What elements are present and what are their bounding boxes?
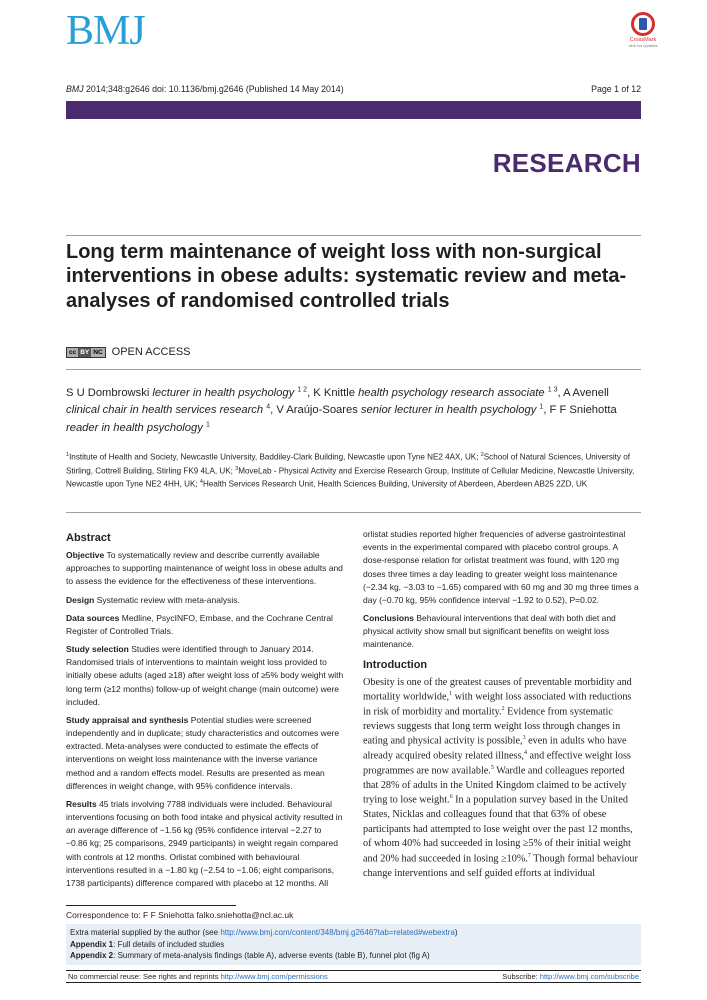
abstract-objective: Objective To systematically review and describe currently available approaches to supporting maintenance of weight loss in obese adults and to assess the evidence for the effectiveness of these interventions. <box>66 550 343 587</box>
extra-material-box: Extra material supplied by the author (see http://www.bmj.com/content/348/bmj.g2646?tab=related#webextra) Appendix 1: Full details of included studies Appendix 2: Summary of meta-analysis findings (table A), adverse events (table B), funnel plot (fig A) <box>66 924 641 965</box>
abstract-column <box>66 530 344 895</box>
abstract-sources: Data sources Medline, PsycINFO, Embase, and the Cochrane Central Register of Controlled Trials. <box>66 612 333 636</box>
section-label: RESEARCH <box>492 148 641 178</box>
abstract-selection: Study selection Studies were identified through to January 2014. Randomised trials of interventions to maintain weight loss provided to initially obese adults (aged ≥18) after weight loss of ≥5% body weight with long term (≥12 months) follow-up of weight change (main outcome) were included. <box>66 644 344 707</box>
subscribe-link[interactable]: http://www.bmj.com/subscribe <box>539 972 639 981</box>
citation-line: BMJ 2014;348:g2646 doi: 10.1136/bmj.g2646 (Published 14 May 2014) <box>66 84 344 94</box>
authors-top-rule <box>66 369 641 370</box>
header-bar <box>66 101 641 119</box>
title-top-rule <box>66 235 641 236</box>
author: S U Dombrowski lecturer in health psychology $^{1 2}$, <box>66 386 314 399</box>
author: F F Sniehotta reader in health psychology $^1$ <box>66 404 617 434</box>
permissions-link[interactable]: http://www.bmj.com/permissions <box>220 972 328 981</box>
author-list <box>66 385 641 437</box>
crossmark-badge[interactable] <box>628 12 658 48</box>
open-access-label: cc BY NC OPEN ACCESS <box>66 346 191 358</box>
author: K Knittle health psychology research associate $^{1 3}$, <box>313 386 564 399</box>
abstract-conclusions: Conclusions Behavioural interventions that deal with both diet and physical activity show small but significant benefits on weight loss maintenance. <box>363 613 616 650</box>
abstract-top-rule <box>66 512 641 513</box>
page-footer <box>66 970 641 983</box>
affiliations: $^1$Institute of Health and Society, Newcastle University, Baddiley-Clark Building, Newcastle upon Tyne NE2 4AX, UK; $^2$School of Natural Sciences, University of Stirling, Cottrell Building, Stirling FK9 4LA, UK; $^3$MoveLab - Physical Activity and Exercise Research Group, Institute of Cellular Medicine, Newcastle University, Newcastle upon Tyne NE2 4HH, UK; $^4$Health Services Research Unit, Health Sciences Building, University of Aberdeen, Aberdeen AB25 2ZD, UK <box>66 452 635 489</box>
author: V Araújo-Soares senior lecturer in health psychology $^1$, <box>276 403 550 417</box>
bmj-logo: BMJ <box>66 8 145 54</box>
crossmark-icon <box>631 12 655 36</box>
page-number: Page 1 of 12 <box>591 84 641 94</box>
correspondence: Correspondence to: F F Sniehotta falko.sniehotta@ncl.ac.uk <box>66 910 294 920</box>
abstract-heading: Abstract <box>66 532 111 544</box>
right-column <box>363 528 641 886</box>
creative-commons-icon: cc BY NC <box>66 347 106 358</box>
appendix-1: Appendix 1: Full details of included studies <box>70 939 225 949</box>
introduction-paragraph: Obesity is one of the greatest causes of preventable morbidity and mortality worldwide,$^1$ with weight loss associated with reductions in risk of morbidity and mortality.$^2$ Evidence from systematic reviews suggests that long term weight loss through changes in eating and physical activity is possible,$^3$ even in adults who have already acquired obesity related illness,$^4$ and effective weight loss programmes are now available.$^5$ Wardle and colleagues reported that 28% of adults in the United Kingdom claimed to be actively trying to lose weight.$^6$ In a population survey based in the United States, Nicklas and colleagues found that that 63% of obese participants had attempted to lose weight over the past 12 months, of whom 40% had succeeded in losing ≥5% of their initial weight and 20% had succeeded in losing ≥10%.$^7$ Though formal behaviour change interventions and self guided efforts at individual <box>363 676 638 879</box>
article-title: Long term maintenance of weight loss with non-surgical interventions in obese adults: systematic review and meta-analyses of randomised controlled trials <box>66 241 627 312</box>
reuse-note: No commercial reuse: See rights and reprints http://www.bmj.com/permissions <box>68 972 328 981</box>
abstract-results-continued: orlistat studies reported higher frequencies of adverse gastrointestinal events in the experimental compared with placebo control groups. A dose-response relation for orlistat treatment was found, with 120 mg doses three times a day leading to greater weight loss maintenance (−2.34 kg, −3.03 to −1.65) compared with 60 mg and 30 mg three times a day (−0.70 kg, 95% confidence interval −1.92 to 0.52), P=0.02. <box>363 529 639 605</box>
crossmark-bookmark-icon <box>639 18 647 30</box>
abstract-appraisal: Study appraisal and synthesis Potential studies were screened independently and in duplicate; study characteristics and outcomes were extracted. Meta-analyses were conducted to estimate the effects of interventions on weight loss maintenance with the inverse variance method and a random effects model. Results are presented as mean differences in weight change, with 95% confidence intervals. <box>66 714 340 791</box>
crossmark-label: CrossMark click for updates <box>628 37 658 49</box>
appendix-2: Appendix 2: Summary of meta-analysis findings (table A), adverse events (table B), funnel plot (fig A) <box>70 951 430 961</box>
subscribe-note: Subscribe: http://www.bmj.com/subscribe <box>502 972 639 981</box>
introduction-heading: Introduction <box>363 658 428 671</box>
abstract-design: Design Systematic review with meta-analysis. <box>66 594 240 605</box>
correspondence-rule <box>66 905 236 906</box>
author: A Avenell clinical chair in health services research $^4$, <box>66 387 609 417</box>
extra-material-link[interactable]: http://www.bmj.com/content/348/bmj.g2646?tab=related#webextra <box>220 928 455 937</box>
abstract-results: Results 45 trials involving 7788 individuals were included. Behavioural interventions focusing on both food intake and physical activity resulted in an average difference of −1.56 kg (95% confidence interval −2.27 to −0.86 kg; 25 comparisons, 2949 participants) in weight regain compared with controls at 12 months. Orlistat combined with behavioural interventions resulted in a −1.80 kg (−2.54 to −1.06; eight comparisons, 1738 participants) difference compared with placebo at 12 months. All <box>66 798 343 888</box>
